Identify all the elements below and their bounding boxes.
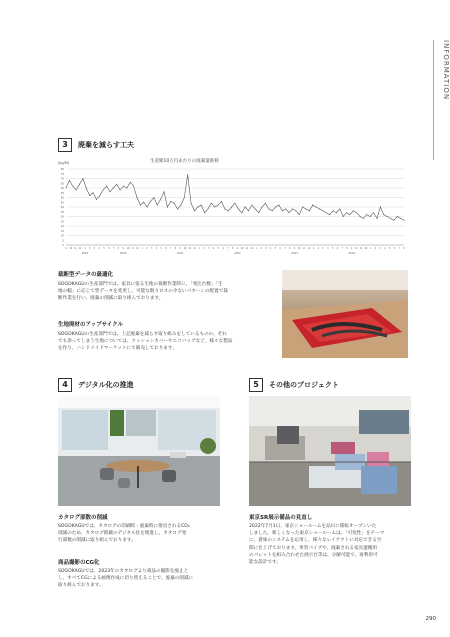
x-tick-label: 11: [359, 247, 363, 250]
body-line: SOGOKAGUでは、カタログの印刷時・廃棄時に排出されるCO₂: [58, 524, 190, 529]
data-point: [231, 207, 232, 208]
x-tick-label: 1: [369, 247, 372, 250]
subsection-catalog-heading: カタログ部数の削減: [58, 515, 108, 521]
data-point: [235, 203, 236, 204]
body-line: 断作業を行い、廃棄の削減に取り組んでおります。: [58, 296, 164, 302]
x-tick-label: 11: [245, 247, 249, 250]
data-point: [353, 210, 354, 211]
subsection-upcycle-heading: 生地廃材のアップサイクル: [58, 322, 123, 328]
y-tick-label: 35: [60, 210, 64, 214]
x-tick-label: 6: [165, 247, 167, 250]
data-point: [275, 207, 276, 208]
data-point: [238, 208, 239, 209]
showroom-photo: [249, 396, 411, 506]
data-point: [268, 208, 269, 209]
waste-line-chart: [58, 157, 408, 262]
x-tick-label: 12: [78, 247, 82, 250]
body-line: しました。新しくなった東京ショールームは、「可変性」をテーマ: [249, 531, 385, 537]
data-point: [393, 220, 394, 221]
x-year-label: 2022: [234, 252, 241, 255]
body-line: を作り、ハンドメイドマーケットにて販売しております。: [58, 346, 177, 352]
data-point: [390, 218, 391, 219]
data-point: [400, 218, 401, 219]
data-point: [187, 174, 188, 175]
section-5-number: 5: [249, 378, 263, 392]
y-tick-label: 50: [60, 196, 64, 200]
side-index-tab: INFORMATION: [433, 40, 450, 160]
data-point: [180, 205, 181, 206]
data-point: [329, 214, 330, 215]
x-tick-label: 2: [374, 247, 377, 250]
x-tick-label: 8: [346, 247, 348, 250]
data-point: [197, 207, 198, 208]
section-4-number: 4: [58, 378, 72, 392]
body-line: 取り組んでおります。: [58, 583, 104, 589]
data-point: [147, 207, 148, 208]
data-point: [214, 207, 215, 208]
x-year-label: 2020: [119, 252, 127, 255]
data-point: [140, 205, 141, 206]
x-tick-label: 10: [354, 247, 358, 250]
x-tick-label: 12: [307, 247, 311, 250]
data-point: [404, 220, 405, 221]
office-interior-photo: [58, 396, 220, 506]
body-line: 地の幅」に応じて型データを変更し、可能な限りロスの少ないパターンの配置で裁: [58, 289, 228, 295]
data-point: [299, 214, 300, 215]
data-point: [164, 191, 165, 192]
x-tick-label: 2: [203, 247, 205, 250]
data-point: [285, 208, 286, 209]
data-point: [241, 212, 242, 213]
data-point: [292, 208, 293, 209]
data-point: [201, 205, 202, 206]
x-tick-label: 7: [227, 247, 229, 250]
body-line: のパレットを組み合わせた展示台等は、分解可能で、再利用可: [249, 552, 378, 558]
x-tick-label: 7: [398, 247, 400, 250]
data-point: [116, 184, 117, 185]
data-point: [103, 189, 104, 190]
body-line: 間に仕上げております。単管パイプや、廃棄される家具運搬用: [249, 545, 378, 551]
data-point: [72, 186, 73, 187]
data-point: [356, 212, 357, 213]
body-line: 行部数の削減に取り組んでおります。: [58, 538, 136, 544]
x-tick-label: 6: [393, 247, 396, 250]
body-line: SOGOKAGUの生産部門では、家具に張る生地の裁断作業時に、「発注台数」「生: [58, 282, 223, 287]
data-point: [153, 197, 154, 198]
data-point: [82, 178, 83, 179]
data-point: [363, 218, 364, 219]
x-tick-label: 6: [222, 247, 224, 250]
data-point: [123, 186, 124, 187]
x-tick-label: 4: [212, 247, 215, 250]
x-tick-label: 4: [384, 247, 386, 250]
data-point: [130, 182, 131, 183]
body-line: し、すべてCGによる画像作成に切り替えることで、廃棄の削減に: [58, 576, 194, 582]
data-point: [113, 188, 114, 189]
data-point: [289, 212, 290, 213]
y-tick-label: 25: [60, 220, 64, 224]
x-tick-label: 6: [336, 247, 339, 250]
subsection-catalog-body: [58, 523, 228, 545]
x-tick-label: 11: [302, 247, 306, 250]
data-point: [160, 199, 161, 200]
x-year-label: 2024: [348, 252, 355, 255]
x-tick-label: 9: [179, 247, 181, 250]
subsection-showroom-body: [249, 523, 419, 566]
data-point: [86, 188, 87, 189]
x-tick-label: 10: [69, 247, 73, 250]
y-tick-label: 15: [60, 229, 64, 233]
y-tick-label: 0: [62, 244, 64, 247]
x-tick-label: 5: [160, 247, 162, 250]
x-tick-label: 7: [284, 247, 286, 250]
data-point: [360, 216, 361, 217]
subsection-pattern-optimization-heading: 裁断型データの最適化: [58, 272, 114, 278]
data-point: [349, 214, 350, 215]
data-point: [309, 210, 310, 211]
x-tick-label: 10: [297, 247, 301, 250]
data-point: [89, 195, 90, 196]
section-3-number: 3: [58, 138, 72, 152]
data-point: [248, 210, 249, 211]
data-point: [316, 207, 317, 208]
x-tick-label: 3: [150, 247, 153, 250]
x-tick-label: 5: [389, 247, 391, 250]
x-tick-label: 10: [126, 247, 130, 250]
data-point: [170, 201, 171, 202]
body-line: SOGOKAGUでは、2023年のカタログより商品の撮影を廃止と: [58, 569, 189, 574]
x-tick-label: 1: [255, 247, 258, 250]
x-tick-label: 11: [188, 247, 192, 250]
x-tick-label: 8: [174, 247, 177, 250]
x-tick-label: 1: [84, 247, 86, 250]
data-point: [373, 212, 374, 213]
x-tick-label: 1: [141, 247, 143, 250]
data-point: [322, 210, 323, 211]
data-point: [258, 212, 259, 213]
body-line: に、倉庫のシステムを応用し、様々なレイアウトに対応できる空: [249, 538, 382, 544]
data-point: [99, 195, 100, 196]
subsection-pattern-optimization-body: [58, 281, 278, 303]
x-tick-label: 10: [183, 247, 187, 250]
fabric-upcycle-photo: [282, 270, 408, 358]
data-point: [326, 212, 327, 213]
data-point: [133, 186, 134, 187]
subsection-cg-heading: 商品撮影のCG化: [58, 560, 100, 566]
x-tick-label: 5: [331, 247, 334, 250]
data-point: [370, 216, 371, 217]
data-point: [380, 207, 381, 208]
x-tick-label: 5: [103, 247, 105, 250]
data-point: [366, 214, 367, 215]
data-point: [383, 214, 384, 215]
x-tick-label: 9: [236, 247, 239, 250]
x-tick-label: 11: [131, 247, 135, 250]
data-point: [224, 208, 225, 209]
section-3-header: [58, 138, 134, 152]
x-tick-label: 3: [322, 247, 324, 250]
page-number: 290: [425, 616, 436, 622]
chart-unit-label: (kg/M): [58, 161, 70, 165]
chart-title: 生産額10万円あたりの廃棄量推移: [150, 159, 219, 164]
x-tick-label: 5: [274, 247, 277, 250]
data-point: [208, 208, 209, 209]
x-tick-label: 3: [208, 247, 210, 250]
x-tick-label: 12: [250, 247, 254, 250]
data-point: [278, 205, 279, 206]
x-tick-label: 4: [327, 247, 329, 250]
x-tick-label: 3: [379, 247, 381, 250]
x-tick-label: 2: [317, 247, 320, 250]
data-point: [157, 205, 158, 206]
section-4-title: デジタル化の推進: [78, 381, 134, 389]
y-tick-label: 20: [60, 225, 64, 228]
x-tick-label: 3: [93, 247, 96, 250]
x-tick-label: 8: [403, 247, 405, 250]
data-point: [93, 192, 94, 193]
subsection-upcycle-body: [58, 331, 278, 353]
data-point: [106, 186, 107, 187]
y-tick-label: 75: [60, 172, 64, 176]
body-line: でも余ってしまう生地については、クッションカバーやエコバッグなど、様々な製品: [58, 339, 233, 345]
data-point: [272, 210, 273, 211]
x-tick-label: 8: [231, 247, 234, 250]
data-point: [228, 210, 229, 211]
x-tick-label: 7: [341, 247, 343, 250]
data-point: [333, 210, 334, 211]
x-tick-label: 3: [265, 247, 267, 250]
y-tick-label: 55: [60, 191, 64, 195]
data-point: [295, 210, 296, 211]
body-line: 削減のため、カタログ掲載のデジタル化を推進し、カタログ発: [58, 531, 187, 537]
y-tick-label: 60: [60, 187, 64, 190]
data-point: [319, 208, 320, 209]
x-tick-label: 1: [198, 247, 200, 250]
section-4-header: [58, 378, 134, 392]
x-tick-label: 8: [117, 247, 120, 250]
data-point: [302, 207, 303, 208]
x-tick-label: 12: [136, 247, 139, 250]
data-point: [191, 203, 192, 204]
data-point: [174, 203, 175, 204]
data-point: [306, 208, 307, 209]
x-tick-label: 10: [240, 247, 244, 250]
x-tick-label: 12: [364, 247, 368, 250]
data-point: [265, 203, 266, 204]
body-line: 能な設計です。: [249, 560, 281, 566]
data-point: [150, 201, 151, 202]
section-5-title: その他のプロジェクト: [269, 381, 339, 389]
x-tick-label: 1: [312, 247, 315, 250]
subsection-cg-body: [58, 568, 228, 590]
y-tick-label: 5: [62, 239, 64, 243]
data-point: [79, 184, 80, 185]
data-point: [76, 189, 77, 190]
x-tick-label: 2: [260, 247, 262, 250]
y-tick-label: 45: [60, 201, 64, 205]
x-tick-label: 2: [146, 247, 148, 250]
x-tick-label: 4: [155, 247, 158, 250]
x-tick-label: 12: [193, 247, 196, 250]
section-5-header: [249, 378, 339, 392]
x-tick-label: 7: [112, 247, 115, 250]
data-point: [262, 207, 263, 208]
y-tick-label: 80: [60, 168, 64, 171]
x-year-label: 2023: [291, 252, 298, 255]
data-point: [137, 197, 138, 198]
data-point: [336, 212, 337, 213]
x-year-label: 2019: [81, 252, 89, 255]
y-tick-label: 65: [60, 182, 64, 186]
data-point: [397, 216, 398, 217]
data-point: [120, 189, 121, 190]
data-point: [96, 199, 97, 200]
x-tick-label: 9: [122, 247, 124, 250]
subsection-showroom-heading: 東京SR展示備品の見直し: [249, 515, 313, 521]
x-tick-label: 4: [270, 247, 272, 250]
data-point: [218, 205, 219, 206]
data-point: [69, 180, 70, 181]
x-tick-label: 9: [293, 247, 296, 250]
data-point: [282, 210, 283, 211]
section-3-title: 廃棄を減らす工夫: [78, 141, 134, 149]
x-tick-label: 9: [65, 247, 67, 250]
data-point: [167, 207, 168, 208]
data-point: [339, 208, 340, 209]
x-tick-label: 11: [74, 247, 77, 250]
data-point: [387, 216, 388, 217]
x-year-label: 2021: [176, 252, 184, 255]
x-tick-label: 4: [98, 247, 101, 250]
x-tick-label: 9: [350, 247, 353, 250]
data-point: [194, 210, 195, 211]
data-point: [346, 212, 347, 213]
data-point: [66, 188, 67, 189]
body-line: 2022年7月1日、東京ショールームを品川に移転オープンいた: [249, 524, 377, 529]
x-tick-label: 6: [279, 247, 281, 250]
body-line: SOGOKAGUの生産部門では、上記廃棄を減らす取り組みをしているものの、それ: [58, 332, 227, 337]
data-point: [312, 205, 313, 206]
data-point: [255, 208, 256, 209]
data-point: [126, 188, 127, 189]
data-point: [251, 205, 252, 206]
y-tick-label: 40: [60, 206, 64, 209]
data-point: [109, 191, 110, 192]
data-point: [184, 197, 185, 198]
data-point: [221, 201, 222, 202]
data-point: [143, 202, 144, 203]
data-point: [211, 203, 212, 204]
y-tick-label: 30: [60, 215, 64, 219]
data-point: [204, 212, 205, 213]
data-point: [245, 207, 246, 208]
x-tick-label: 5: [217, 247, 220, 250]
x-tick-label: 8: [289, 247, 291, 250]
x-tick-label: 7: [170, 247, 172, 250]
x-tick-label: 2: [89, 247, 91, 250]
data-point: [177, 208, 178, 209]
y-tick-label: 70: [60, 177, 64, 181]
data-point: [343, 216, 344, 217]
y-tick-label: 10: [60, 234, 64, 238]
x-tick-label: 6: [108, 247, 110, 250]
data-point: [377, 218, 378, 219]
